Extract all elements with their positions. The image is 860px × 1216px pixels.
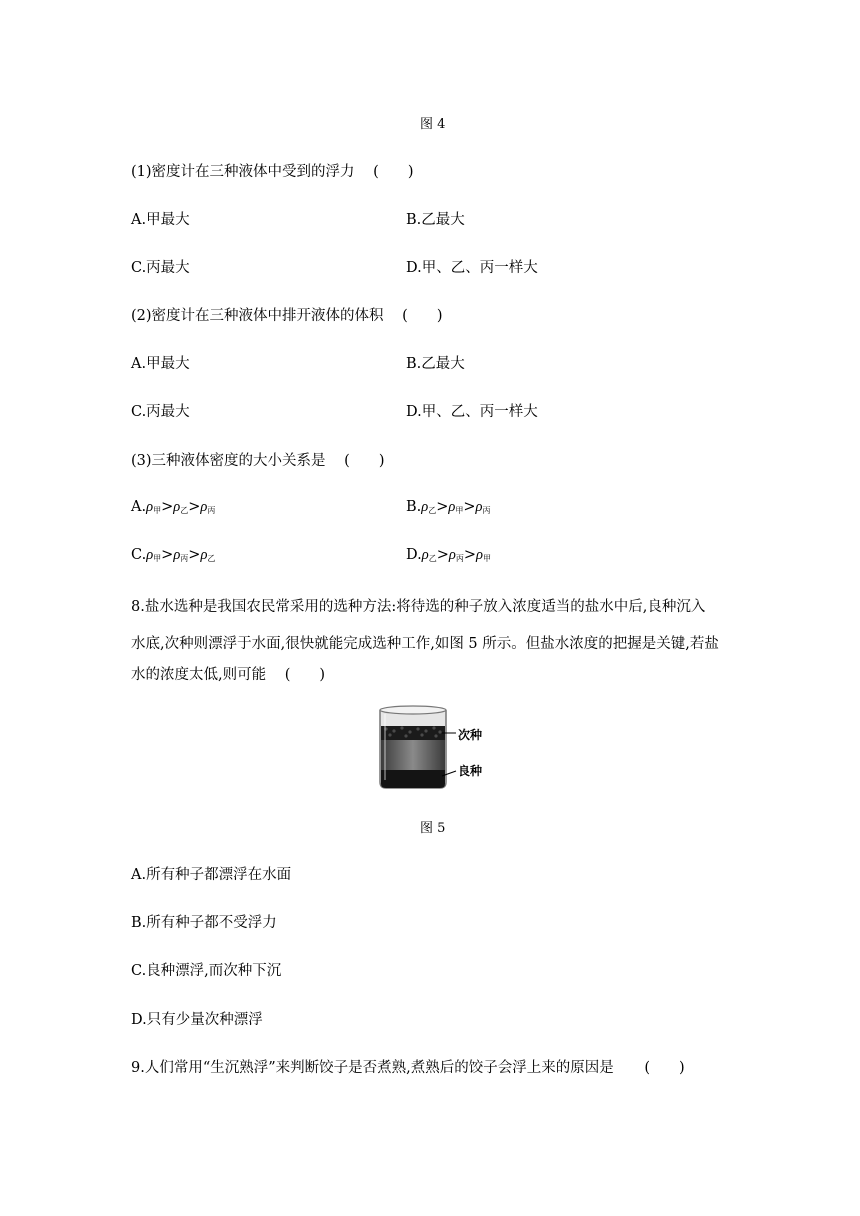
q8-stem-line-1: 8.盐水选种是我国农民常采用的选种方法:将待选的种子放入浓度适当的盐水中后,良种沉入 [131, 599, 706, 615]
figure-5-caption: 图 5 [420, 821, 446, 836]
label-inferior-seeds: 次种 [458, 728, 483, 742]
q7-1-option-a: A.甲最大 [131, 212, 190, 228]
q8-option-c: C.良种漂浮,而次种下沉 [131, 963, 282, 979]
figure-5-beaker [376, 704, 488, 790]
q9-answer-paren: ( ) [644, 1060, 685, 1076]
q7-2-option-a: A.甲最大 [131, 356, 190, 372]
q7-1-answer-paren: ( ) [373, 164, 414, 180]
q7-3-option-d: $D.\rho_乙>\rho_丙>\rho_甲$ [406, 547, 491, 563]
q7-2-option-d: D.甲、乙、丙一样大 [406, 404, 538, 420]
q7-1-option-c: C.丙最大 [131, 260, 190, 276]
q9-stem [131, 1056, 685, 1077]
q7-3-option-a: $A.\rho_甲>\rho_乙>\rho_丙$ [131, 499, 216, 515]
q9-stem-text: 9.人们常用“生沉熟浮”来判断饺子是否煮熟,煮熟后的饺子会浮上来的原因是 [131, 1060, 614, 1076]
q7-1-option-d: D.甲、乙、丙一样大 [406, 260, 538, 276]
q7-3-stem-text: (3)三种液体密度的大小关系是 [131, 453, 326, 469]
q7-3-answer-paren: ( ) [344, 453, 385, 469]
q8-option-d: D.只有少量次种漂浮 [131, 1012, 263, 1028]
q8-stem-line-3-text: 水的浓度太低,则可能 [131, 667, 267, 683]
q7-1-option-b: B.乙最大 [406, 212, 465, 228]
q7-2-stem-text: (2)密度计在三种液体中排开液体的体积 [131, 308, 384, 324]
q8-stem-line-2: 水底,次种则漂浮于水面,很快就能完成选种工作,如图 5 所示。但盐水浓度的把握是关键,若盐 [131, 636, 719, 652]
q7-3-stem [131, 449, 384, 470]
q7-2-stem [131, 304, 442, 325]
q7-2-option-b: B.乙最大 [406, 356, 465, 372]
q7-3-option-c: $C.\rho_甲>\rho_丙>\rho_乙$ [131, 547, 216, 563]
q8-answer-paren: ( ) [284, 667, 326, 683]
figure-4-caption: 图 4 [420, 117, 446, 132]
label-good-seeds: 良种 [458, 764, 483, 778]
q7-1-stem-text: (1)密度计在三种液体中受到的浮力 [131, 164, 355, 180]
q7-3-option-b: $B.\rho_乙>\rho_甲>\rho_丙$ [406, 499, 491, 515]
q8-option-a: A.所有种子都漂浮在水面 [131, 867, 292, 883]
q7-1-stem [131, 160, 413, 181]
q8-stem-line-3 [131, 663, 325, 684]
q7-2-answer-paren: ( ) [402, 308, 443, 324]
q8-option-b: B.所有种子都不受浮力 [131, 915, 277, 931]
q7-2-option-c: C.丙最大 [131, 404, 190, 420]
